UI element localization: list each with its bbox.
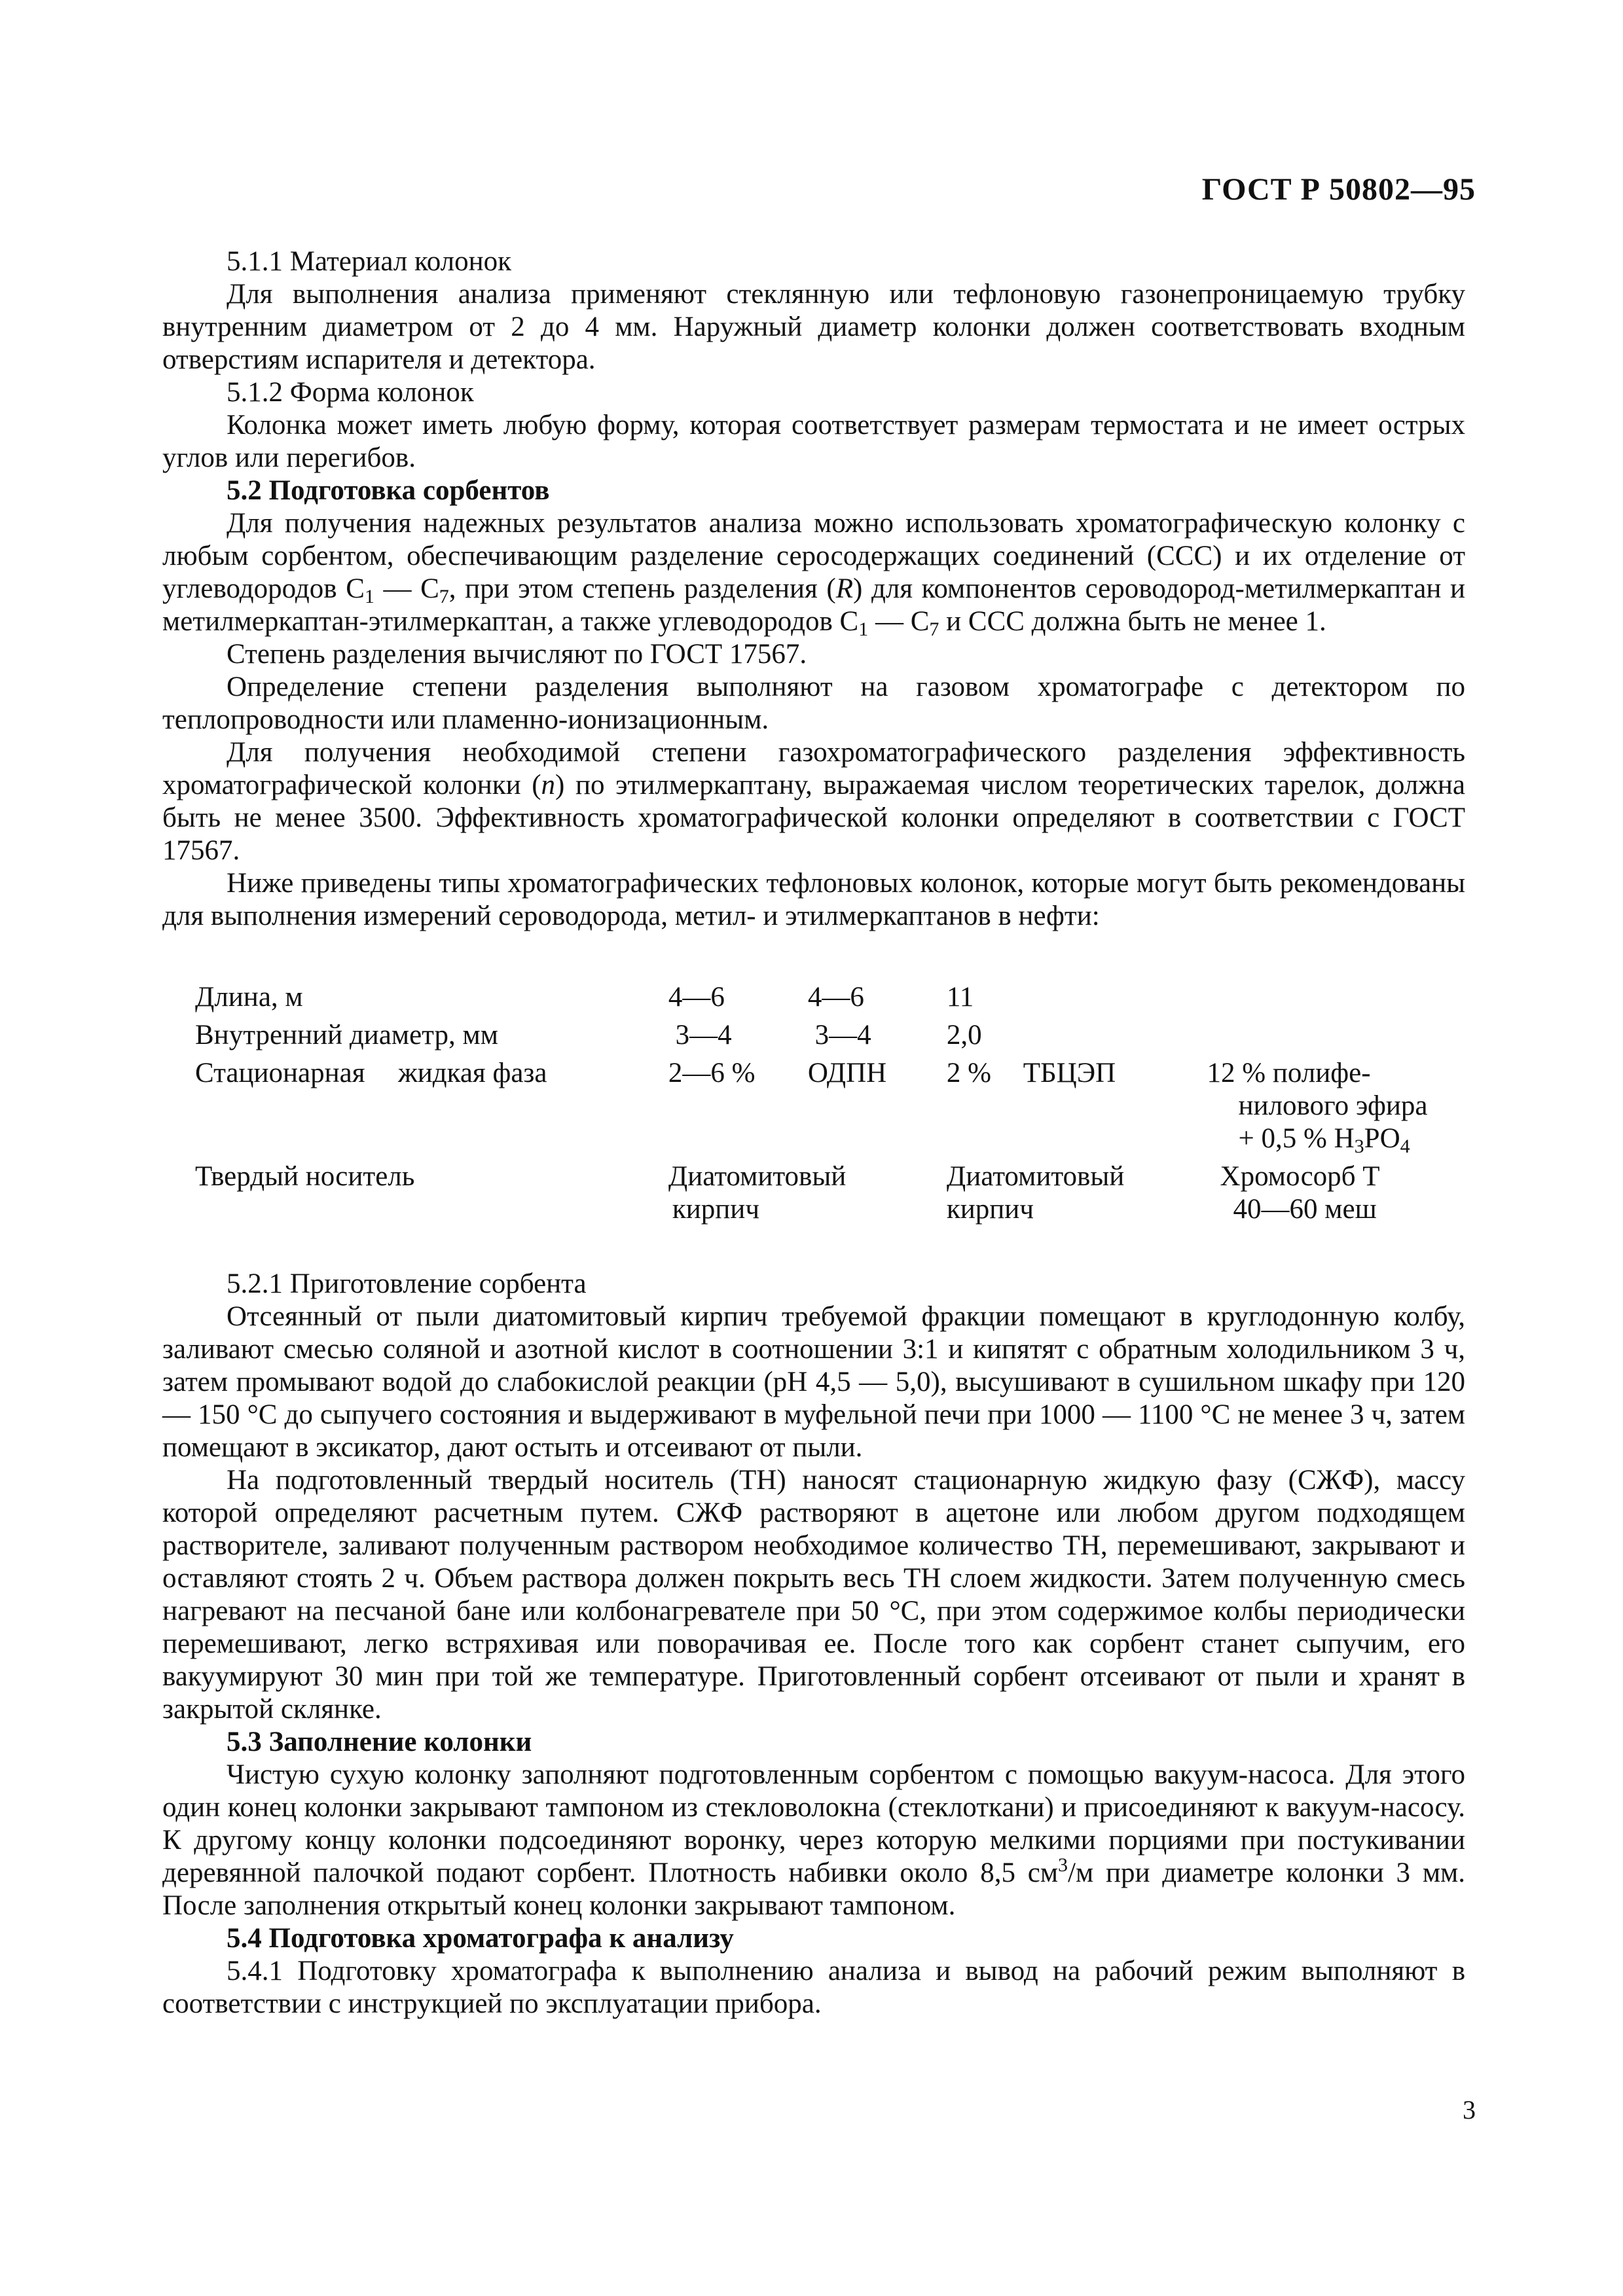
table-cell: 4—6 <box>807 982 864 1013</box>
standard-id: ГОСТ Р 50802—95 <box>1201 172 1476 207</box>
section-5-2-1-paragraph-1: Отсеянный от пыли диатомитовый кирпич требуемой фракции помещают в круглодонную колбу, заливают смесью соляной и азотной кислот в соотношении 3:1 и кипятят с обратным холодильником 3 ч, затем промывают водой до слабокислой реакции (рН 4,5 — 5,0), высушивают в сушильном шкафу при 120 — 150 °С до сыпучего состояния и выдерживают в муфельной печи при 1000 — 1100 °С не менее 3 ч, затем помещают в эксикатор, дают остыть и отсеивают от пыли. <box>162 1301 1465 1463</box>
table-cell: 2,0 <box>946 1020 982 1050</box>
row-label: Длина, м <box>195 982 303 1013</box>
table-cell: 4—6 <box>668 982 725 1013</box>
section-5-2-paragraph-3: Определение степени разделения выполняют на газовом хроматографе с детектором по теплопроводности или пламенно-ионизационным. <box>162 672 1465 735</box>
section-5-1-1-text: Для выполнения анализа применяют стеклянную или тефлоновую газонепроницаемую трубку внутренним диаметром от 2 до 4 мм. Наружный диаметр колонки должен соответствовать входным отверстиям испарителя и детектора. <box>162 279 1465 375</box>
section-5-2-paragraph-5: Ниже приведены типы хроматографических тефлоновых колонок, которые могут быть рекомендованы для выполнения измерений сероводорода, метил- и этилмеркаптанов в нефти: <box>162 868 1465 931</box>
table-row-stationary-phase <box>195 1054 1465 1158</box>
table-cell: Диатомитовый кирпич <box>668 1161 847 1225</box>
table-cell: 2—6 % <box>668 1058 756 1088</box>
section-5-2-heading: 5.2 Подготовка сорбентов <box>227 475 550 506</box>
section-5-2-paragraph-1: Для получения надежных результатов анализа можно использовать хроматографическую колонку с любым сорбентом, обеспечивающим разделение серосодержащих соединений (ССС) и их отделение от углеводородов $C_1$ — $C_7$, при этом степень разделения (R) для компонентов сероводород-метилмеркаптан и метилмеркаптан-этилмеркаптан, а также углеводородов $C_1$ — $C_7$ и ССС должна быть не менее 1. <box>162 508 1465 640</box>
section-5-3-heading: 5.3 Заполнение колонки <box>227 1727 532 1757</box>
row-label: Стационарная жидкая фаза <box>195 1058 547 1088</box>
table-row-solid-carrier <box>195 1158 1465 1229</box>
section-5-2-1-title: 5.2.1 Приготовление сорбента <box>227 1268 587 1299</box>
table-cell: Хромосорб Т 40—60 меш <box>1220 1161 1380 1225</box>
table-cell: 3—4 <box>814 1020 871 1050</box>
document-body <box>162 245 1465 2020</box>
section-5-1-2-title: 5.1.2 Форма колонок <box>227 377 474 408</box>
table-cell: 2 % <box>946 1058 991 1088</box>
table-cell: ОДПН <box>807 1058 887 1088</box>
section-5-4-heading: 5.4 Подготовка хроматографа к анализу <box>227 1923 734 1954</box>
table-cell: 3—4 <box>675 1020 732 1050</box>
row-label: Твердый носитель <box>195 1161 415 1192</box>
column-types-table <box>195 978 1465 1229</box>
table-cell: 11 <box>946 982 974 1013</box>
section-5-3-paragraph-1: Чистую сухую колонку заполняют подготовленным сорбентом с помощью вакуум-насоса. Для этого один конец колонки закрывают тампоном из стекловолокна (стеклоткани) и присоединяют к вакуум-насосу. К другому концу колонки подсоединяют воронку, через которую мелкими порциями при постукивании деревянной палочкой подают сорбент. Плотность набивки около 8,5 $см^3/м$ при диаметре колонки 3 мм. После заполнения открытый конец колонки закрывают тампоном. <box>162 1759 1465 1921</box>
section-5-2-paragraph-4: Для получения необходимой степени газохроматографического разделения эффективность хроматографической колонки (n) по этилмеркаптану, выражаемая числом теоретических тарелок, должна быть не менее 3500. Эффективность хроматографической колонки определяют в соответствии с ГОСТ 17567. <box>162 737 1466 866</box>
table-row-length <box>195 978 1465 1016</box>
page-number: 3 <box>1463 2095 1476 2125</box>
table-row-diameter <box>195 1016 1465 1054</box>
section-5-1-2-text: Колонка может иметь любую форму, которая соответствует размерам термостата и не имеет острых углов или перегибов. <box>162 410 1465 473</box>
section-5-2-1-paragraph-2: На подготовленный твердый носитель (ТН) наносят стационарную жидкую фазу (СЖФ), массу которой определяют расчетным путем. СЖФ растворяют в ацетоне или любом другом подходящем растворителе, заливают полученным раствором необходимое количество ТН, перемешивают, закрывают и оставляют стоять 2 ч. Объем раствора должен покрыть весь ТН слоем жидкости. Затем полученную смесь нагревают на песчаной бане или колбонагревателе при 50 °С, при этом содержимое колбы периодически перемешивают, легко встряхивая или поворачивая ее. После того как сорбент станет сыпучим, его вакуумируют 30 мин при той же температуре. Приготовленный сорбент отсеивают от пыли и хранят в закрытой склянке. <box>162 1465 1465 1725</box>
table-cell: 12 % полифе- нилового эфира + 0,5 % $H_3PO_4$ <box>1207 1058 1428 1157</box>
section-5-1-1-title: 5.1.1 Материал колонок <box>227 246 512 277</box>
row-label: Внутренний диаметр, мм <box>195 1020 498 1050</box>
section-5-2-paragraph-2: Степень разделения вычисляют по ГОСТ 17567. <box>227 639 807 670</box>
table-cell: ТБЦЭП <box>1023 1058 1116 1088</box>
table-cell: Диатомитовый кирпич <box>946 1161 1125 1225</box>
section-5-4-1-paragraph: 5.4.1 Подготовку хроматографа к выполнению анализа и вывод на рабочий режим выполняют в соответствии с инструкцией по эксплуатации прибора. <box>162 1956 1465 2019</box>
